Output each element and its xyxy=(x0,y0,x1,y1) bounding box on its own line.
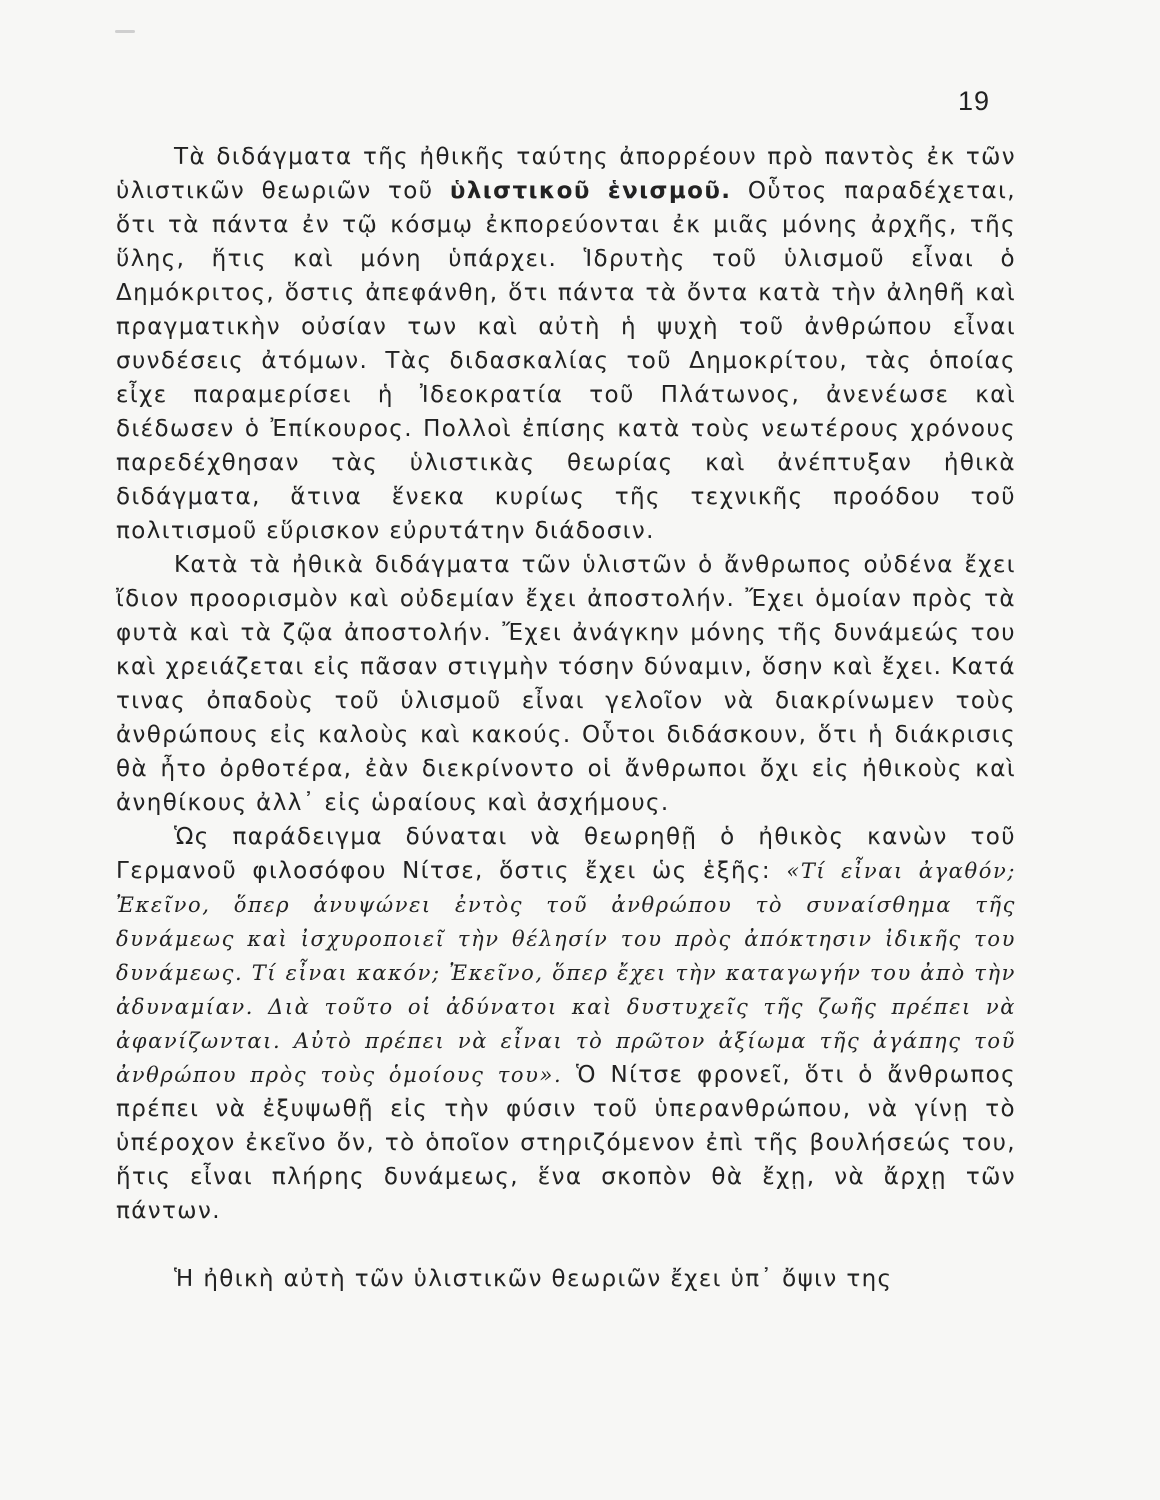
paragraph-materialist-monism xyxy=(116,140,1016,548)
paragraph-text: Ἡ ἠθικὴ αὐτὴ τῶν ὑλιστικῶν θεωριῶν ἔχει ὑπ᾽ ὄψιν της xyxy=(174,1266,893,1292)
emphasized-term: ὑλιστικοῦ ἑνισμοῦ. xyxy=(449,178,732,204)
paragraph-text: Ὁ Νίτσε φρονεῖ, ὅτι ὁ ἄνθρωπος πρέπει νὰ ἐξυψωθῇ εἰς τὴν φύσιν τοῦ ὑπερανθρώπου, νὰ γίνῃ τὸ ὑπέροχον ἐκεῖνο ὄν, τὸ ὁποῖον στηριζόμενον ἐπὶ τῆς βουλήσεώς του, ἥτις εἶναι πλήρης δυνάμεως, ἕνα σκοπὸν θὰ ἔχῃ, νὰ ἄρχῃ τῶν πάντων. xyxy=(116,1062,1017,1224)
paragraph-nietzsche xyxy=(116,820,1016,1228)
page-number: 19 xyxy=(958,86,991,116)
paragraph-text: Τὰ διδάγματα τῆς ἠθικῆς ταύτης ἀπορρέουν πρὸ παντὸς ἐκ τῶν ὑλιστικῶν θεωριῶν τοῦ xyxy=(116,144,1016,204)
paragraph-materialist-ethics xyxy=(116,548,1016,820)
paragraph-text: Οὗτος παραδέχεται, ὅτι τὰ πάντα ἐν τῷ κόσμῳ ἐκπορεύονται ἐκ μιᾶς μόνης ἀρχῆς, τῆς ὕλης, ἥτις καὶ μόνη ὑπάρχει. Ἱδρυτὴς τοῦ ὑλισμοῦ εἶναι ὁ Δημόκριτος, ὅστις ἀπεφάνθη, ὅτι πάντα τὰ ὄντα κατὰ τὴν ἀληθῆ καὶ πραγματικὴν οὐσίαν των καὶ αὐτὴ ἡ ψυχὴ τοῦ ἀνθρώπου εἶναι συνδέσεις ἀτόμων. Τὰς διδασκαλίας τοῦ Δημοκρίτου, τὰς ὁποίας εἶχε παραμερίσει ἡ Ἰδεοκρατία τοῦ Πλάτωνος, ἀνενέωσε καὶ διέδωσεν ὁ Ἐπίκουρος. Πολλοὶ ἐπίσης κατὰ τοὺς νεωτέρους χρόνους παρεδέχθησαν τὰς ὑλιστικὰς θεωρίας καὶ ἀνέπτυξαν ἠθικὰ διδάγματα, ἅτινα ἕνεκα κυρίως τῆς τεχνικῆς προόδου τοῦ πολιτισμοῦ εὕρισκον εὐρυτάτην διάδοσιν. xyxy=(116,178,1016,544)
nietzsche-quote: «Τί εἶναι ἀγαθόν; Ἐκεῖνο, ὅπερ ἀνυψώνει ἐντὸς τοῦ ἀνθρώπου τὸ συναίσθημα τῆς δυνάμεως καὶ ἰσχυροποιεῖ τὴν θέλησίν του πρὸς ἀπόκτησιν ἰδικῆς του δυνάμεως. Τί εἶναι κακόν; Ἐκεῖνο, ὅπερ ἔχει τὴν καταγωγήν του ἀπὸ τὴν ἀδυναμίαν. Διὰ τοῦτο οἱ ἀδύνατοι καὶ δυστυχεῖς τῆς ζωῆς πρέπει νὰ ἀφανίζωνται. Αὐτὸ πρέπει νὰ εἶναι τὸ πρῶτον ἀξίωμα τῆς ἀγάπης τοῦ ἀνθρώπου πρὸς τοὺς ὁμοίους του». xyxy=(116,859,1016,1087)
body-text xyxy=(116,140,1016,1296)
scan-mark xyxy=(115,30,135,33)
paragraph-text: Ὡς παράδειγμα δύναται νὰ θεωρηθῇ ὁ ἠθικὸς κανὼν τοῦ Γερμανοῦ φιλοσόφου Νίτσε, ὅστις ἔχει ὡς ἑξῆς: xyxy=(116,824,1016,884)
paragraph-text: Κατὰ τὰ ἠθικὰ διδάγματα τῶν ὑλιστῶν ὁ ἄνθρωπος οὐδένα ἔχει ἴδιον προορισμὸν καὶ οὐδεμίαν ἔχει ἀποστολήν. Ἔχει ὁμοίαν πρὸς τὰ φυτὰ καὶ τὰ ζῷα ἀποστολήν. Ἔχει ἀνάγκην μόνης τῆς δυνάμεώς του καὶ χρειάζεται εἰς πᾶσαν στιγμὴν τόσην δύναμιν, ὅσην καὶ ἔχει. Κατά τινας ὀπαδοὺς τοῦ ὑλισμοῦ εἶναι γελοῖον νὰ διακρίνωμεν τοὺς ἀνθρώπους εἰς καλοὺς καὶ κακούς. Οὗτοι διδάσκουν, ὅτι ἡ διάκρισις θὰ ἦτο ὀρθοτέρα, ἐὰν διεκρίνοντο οἱ ἄνθρωποι ὄχι εἰς ἠθικοὺς καὶ ἀνηθίκους ἀλλ᾽ εἰς ὡραίους καὶ ἀσχήμους. xyxy=(116,552,1016,816)
paragraph-closing xyxy=(116,1262,1016,1296)
